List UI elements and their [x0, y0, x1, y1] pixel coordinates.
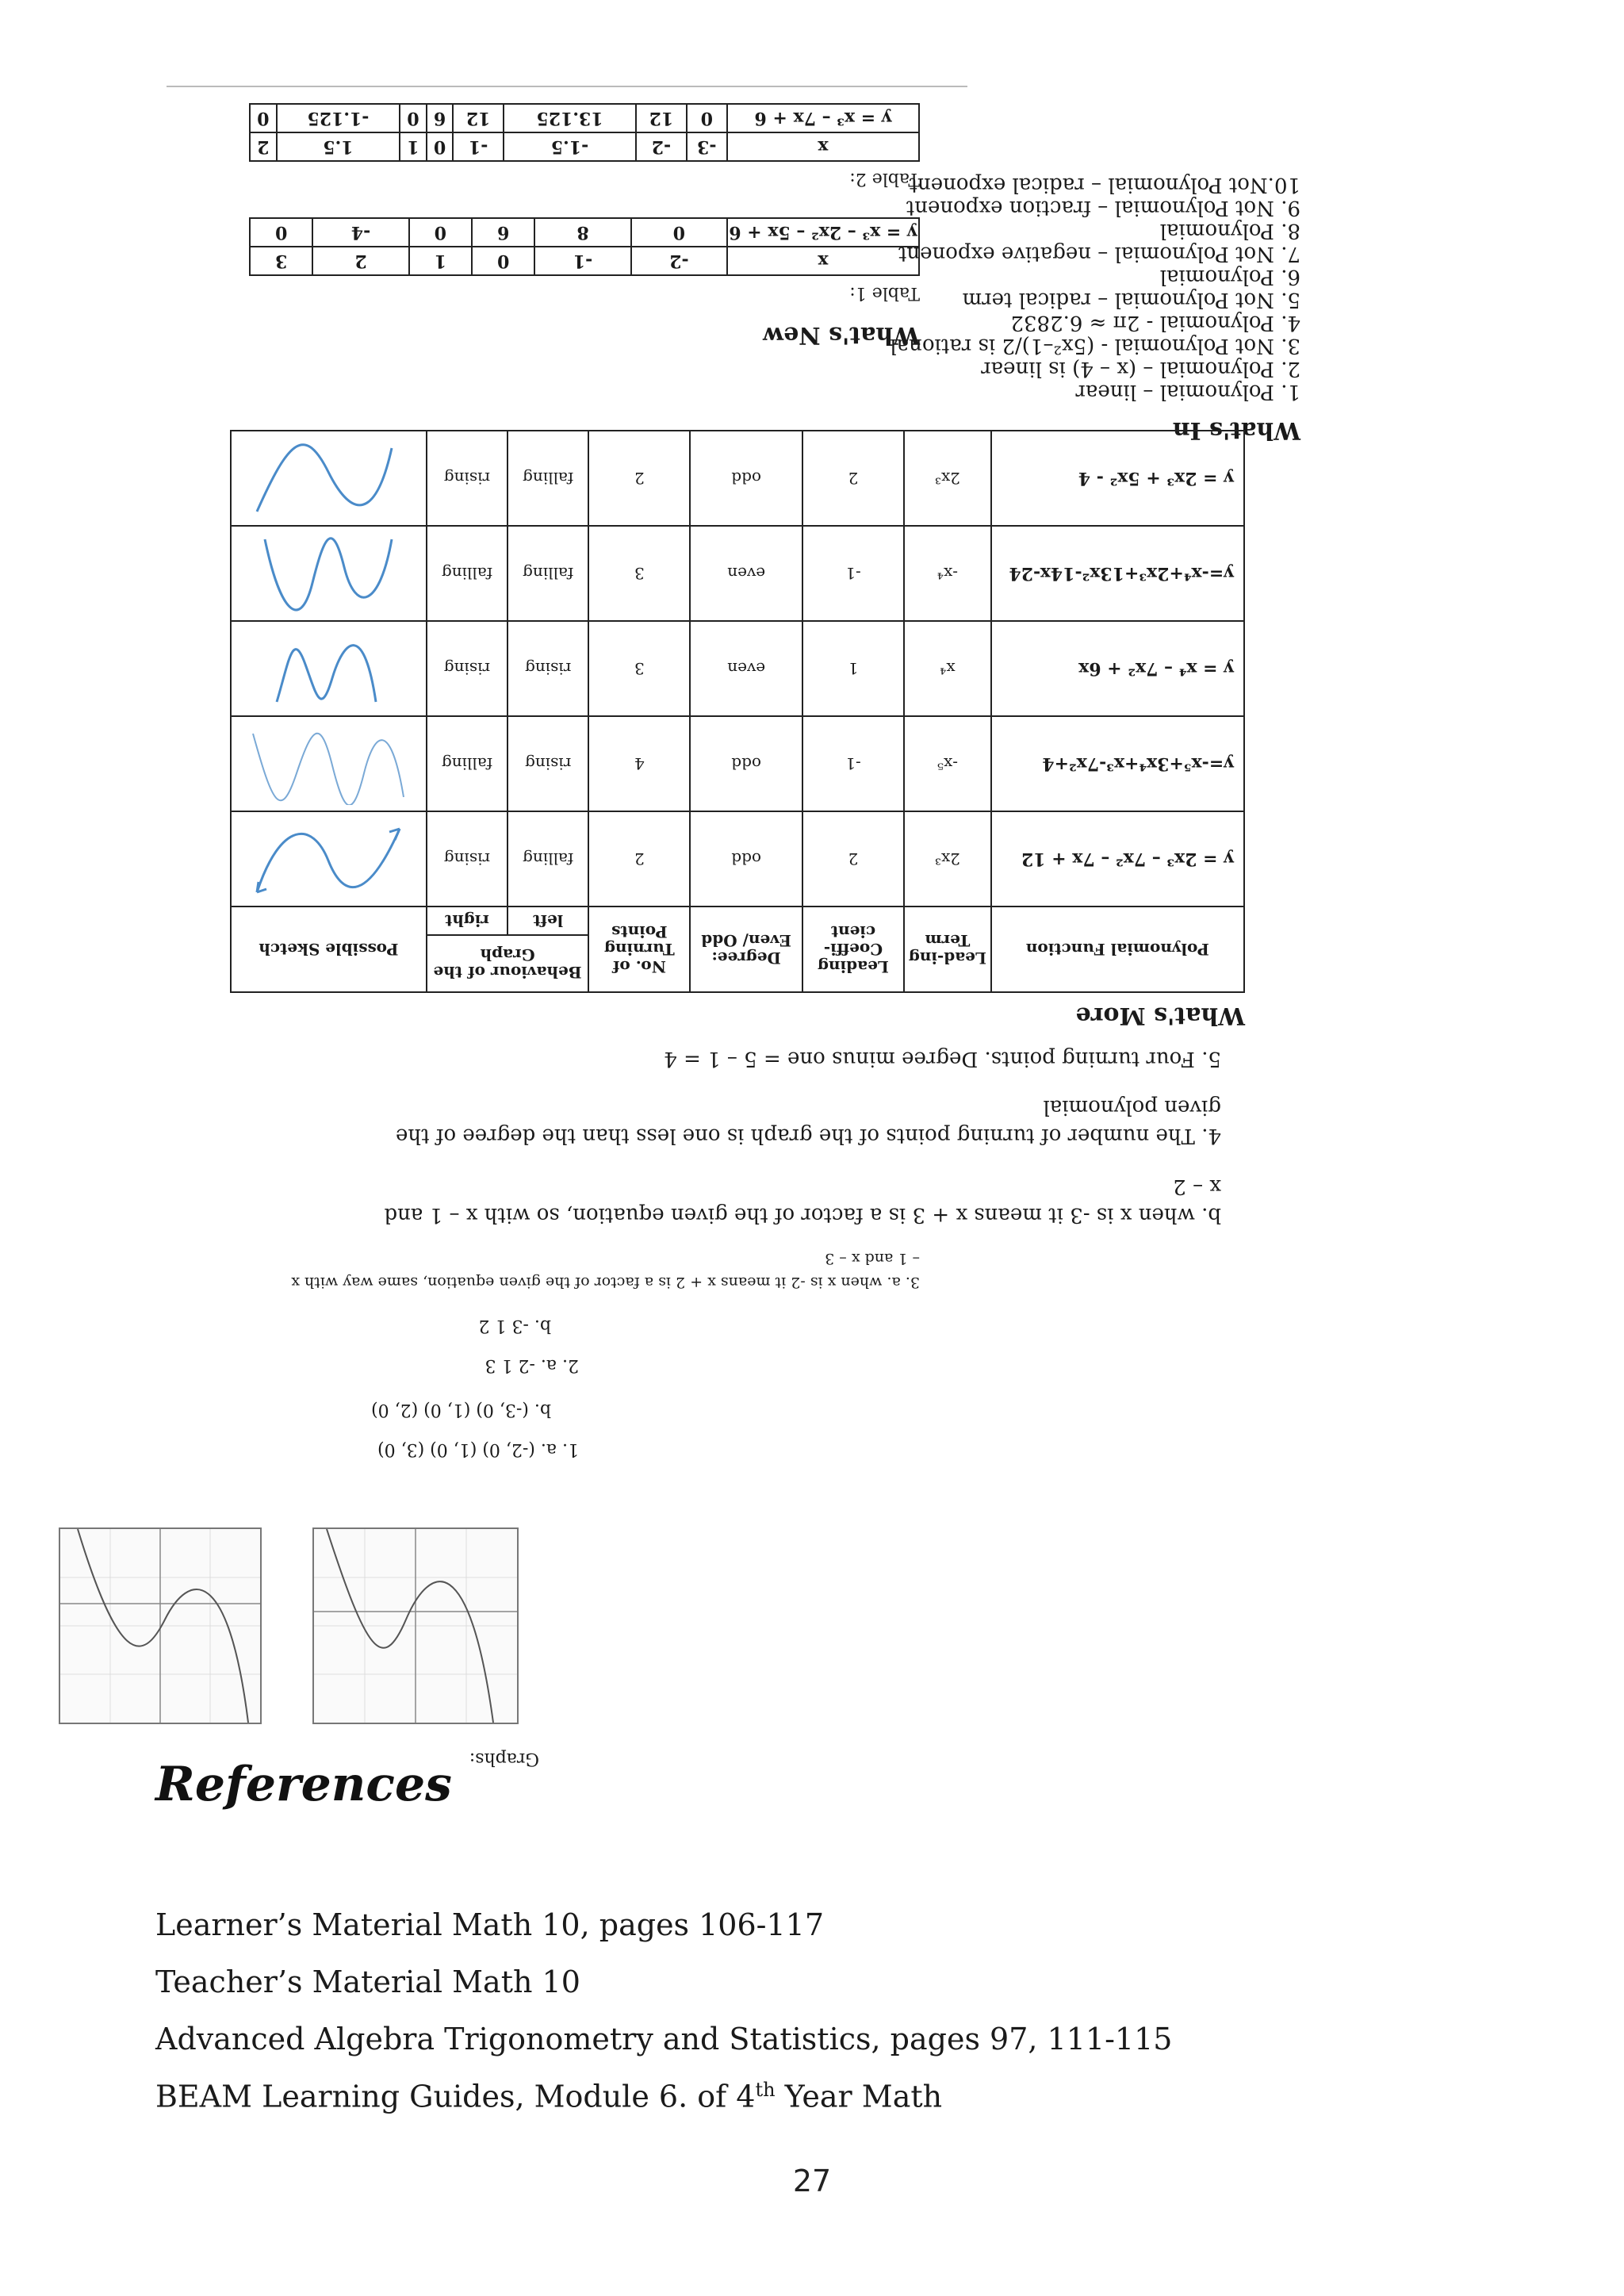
table-cell: falling: [508, 811, 588, 907]
table-cell: y = 2x³ + 5x² - 4: [991, 431, 1244, 526]
table-header: x: [727, 132, 919, 161]
table-row: [231, 431, 1244, 526]
table-cell: y = 2x³ – 7x² – 7x + 12: [991, 811, 1244, 907]
table-header: Degree: Even/ Odd: [690, 907, 802, 992]
table-row: [250, 132, 919, 161]
answer-key-upside-down: [159, 79, 1316, 1769]
graph-1: [312, 1527, 519, 1724]
table-cell: even: [690, 621, 802, 716]
table-cell: 2: [802, 431, 904, 526]
table-cell: -x⁴: [904, 526, 991, 621]
table-cell: x⁴: [904, 621, 991, 716]
table-cell: 0: [400, 104, 427, 132]
table-cell: 1: [400, 132, 427, 161]
table-cell: 0: [427, 132, 454, 161]
table-cell: 2: [588, 811, 690, 907]
table-cell: 0: [631, 218, 727, 247]
table-2: [249, 103, 920, 162]
list-item: 5. Not Polynomial – radical term: [962, 288, 1300, 312]
answer-5: 5. Four turning points. Degree minus one = 5 – 1 = 4: [664, 1047, 1221, 1071]
table-cell: falling: [427, 716, 508, 811]
answer-2b: b. -3 1 2: [478, 1316, 551, 1336]
table-cell: -2: [631, 247, 727, 275]
table-cell: rising: [427, 621, 508, 716]
table-cell: 12: [453, 104, 503, 132]
graph-2: [59, 1527, 262, 1724]
table-cell: even: [690, 526, 802, 621]
table-cell: 2x³: [904, 811, 991, 907]
list-item: 3. Not Polynomial - (5x²–1)/2 is rational: [890, 334, 1300, 358]
table-cell: 0: [472, 247, 534, 275]
sketch-cell: [231, 621, 427, 716]
sketch-cell: [231, 811, 427, 907]
reference-item: Learner’s Material Math 10, pages 106-117: [155, 1907, 825, 1942]
table-cell: y=-x⁵+3x⁴+x³-7x²+4: [991, 716, 1244, 811]
table-header: y = x³ – 7x + 6: [727, 104, 919, 132]
table-cell: rising: [427, 431, 508, 526]
table-cell: 1: [802, 621, 904, 716]
table-cell: -4: [312, 218, 408, 247]
answer-line: x – 2: [1173, 1175, 1221, 1198]
table-header: No. of Turning Points: [588, 907, 690, 992]
table-cell: 1: [409, 247, 472, 275]
list-item: 2. Polynomial – (x – 4) is linear: [981, 357, 1300, 381]
table-cell: odd: [690, 716, 802, 811]
table-cell: odd: [690, 811, 802, 907]
table-header: x: [727, 247, 919, 275]
table-cell: 0: [250, 104, 277, 132]
whats-in-heading: What's In: [1172, 416, 1300, 444]
table-header: Polynomial Function: [991, 907, 1244, 992]
sketch-even-3tp-down: [241, 536, 416, 615]
table-cell: 1.5: [277, 132, 400, 161]
table-row: [231, 621, 1244, 716]
table-cell: 3: [250, 247, 312, 275]
answer-line: 4. The number of turning points of the graph is one less than the degree of the: [395, 1124, 1221, 1148]
answer-line: b. when x is -3 it means x + 3 is a factor of the given equation, so with x – 1 and: [384, 1203, 1221, 1227]
table-cell: -1: [802, 716, 904, 811]
table-cell: 3: [588, 621, 690, 716]
table-1: [249, 217, 920, 276]
table-header: right: [427, 907, 508, 935]
answer-3b: [385, 1172, 1221, 1229]
table-cell: falling: [508, 526, 588, 621]
whats-more-table: [230, 430, 1245, 993]
table-cell: y = x⁴ – 7x² + 6x: [991, 621, 1244, 716]
table-cell: 6: [427, 104, 454, 132]
table1-label: Table 1:: [849, 283, 920, 303]
table-cell: y=-x⁴+2x³+13x²-14x-24: [991, 526, 1244, 621]
answer-4: [396, 1093, 1221, 1150]
whats-new-heading: What's New: [763, 321, 920, 349]
table-cell: 4: [588, 716, 690, 811]
table-cell: 0: [250, 218, 312, 247]
table-cell: -2: [636, 132, 686, 161]
sketch-cell: [231, 431, 427, 526]
table-cell: 2: [588, 431, 690, 526]
table-cell: -1: [534, 247, 630, 275]
table-cell: 0: [409, 218, 472, 247]
answer-1b: b. (-3, 0) (1, 0) (2, 0): [371, 1400, 551, 1420]
sketch-even-3tp: [241, 631, 416, 711]
table-header: Leading Coeffi-cient: [802, 907, 904, 992]
table-cell: 6: [472, 218, 534, 247]
list-item: 7. Not Polynomial – negative exponent: [898, 242, 1300, 266]
table-cell: -1: [453, 132, 503, 161]
table-header: Lead-ing Term: [904, 907, 991, 992]
table-row: [231, 935, 1244, 992]
graphs-label: Graphs:: [469, 1749, 539, 1769]
table-cell: 2: [312, 247, 408, 275]
list-item: 6. Polynomial: [1159, 265, 1300, 289]
references-title: References: [155, 1757, 452, 1812]
list-item: 10.Not Polynomial – radical exponent: [909, 173, 1300, 197]
superscript: th: [755, 2079, 776, 2101]
page-number: 27: [792, 2164, 832, 2198]
sketch-odd-4tp: [241, 726, 416, 806]
sketch-odd-2tp: [241, 822, 416, 901]
answer-line: 3. a. when x is -2 it means x + 2 is a factor of the given equation, same way with x: [291, 1274, 920, 1291]
table-cell: falling: [508, 431, 588, 526]
table-header: y = x³ – 2x² – 5x + 6: [727, 218, 919, 247]
reference-item: Teacher’s Material Math 10: [155, 1964, 580, 1999]
table-cell: -x⁵: [904, 716, 991, 811]
table-cell: rising: [508, 621, 588, 716]
table2-label: Table 2:: [849, 169, 920, 189]
table-cell: -1.125: [277, 104, 400, 132]
answer-line: – 1 and x – 3: [825, 1250, 920, 1267]
table-cell: -1: [802, 526, 904, 621]
table-cell: -1.5: [504, 132, 636, 161]
table-cell: 2: [250, 132, 277, 161]
table-cell: 0: [687, 104, 727, 132]
table-row: [250, 247, 919, 275]
answer-2a: 2. a. -2 1 3: [485, 1355, 579, 1375]
table-header: left: [508, 907, 588, 935]
table-header: Behaviour of the Graph: [427, 935, 588, 992]
list-item: 9. Not Polynomial – fraction exponent: [906, 196, 1300, 220]
table-row: [250, 104, 919, 132]
divider: [167, 86, 967, 87]
table-row: [250, 218, 919, 247]
whats-in-list: [890, 173, 1300, 403]
list-item: 1. Polynomial – linear: [1075, 380, 1300, 404]
answer-line: given polynomial: [1043, 1095, 1221, 1119]
table-cell: 3: [588, 526, 690, 621]
list-item: 4. Polynomial - 2π ≈ 6.2832: [1010, 311, 1300, 335]
whats-more-heading: What's More: [1075, 1002, 1245, 1029]
reference-item-4: [155, 2079, 942, 2114]
sketch-cell: [231, 526, 427, 621]
table-row: [231, 716, 1244, 811]
reference-text: Year Math: [775, 2079, 943, 2114]
sketch-cell: [231, 716, 427, 811]
table-cell: falling: [427, 526, 508, 621]
list-item: 8. Polynomial: [1159, 219, 1300, 243]
table-row: [231, 526, 1244, 621]
table-cell: rising: [508, 716, 588, 811]
table-cell: -3: [687, 132, 727, 161]
table-cell: 13.125: [504, 104, 636, 132]
table-cell: 2x³: [904, 431, 991, 526]
table-cell: 2: [802, 811, 904, 907]
sketch-odd-2tp-b: [241, 441, 416, 520]
table-cell: 8: [534, 218, 630, 247]
table-header: Possible Sketch: [231, 907, 427, 992]
reference-item: Advanced Algebra Trigonometry and Statistics, pages 97, 111-115: [155, 2022, 1173, 2056]
reference-text: BEAM Learning Guides, Module 6. of 4: [155, 2079, 756, 2114]
graph-1-plot: [314, 1529, 517, 1723]
answer-1a: 1. a. (-2, 0) (1, 0) (3, 0): [377, 1439, 579, 1459]
table-cell: odd: [690, 431, 802, 526]
table-cell: rising: [427, 811, 508, 907]
graph-2-plot: [60, 1529, 260, 1723]
table-cell: 12: [636, 104, 686, 132]
answer-3a: [291, 1247, 920, 1294]
table-row: [231, 811, 1244, 907]
